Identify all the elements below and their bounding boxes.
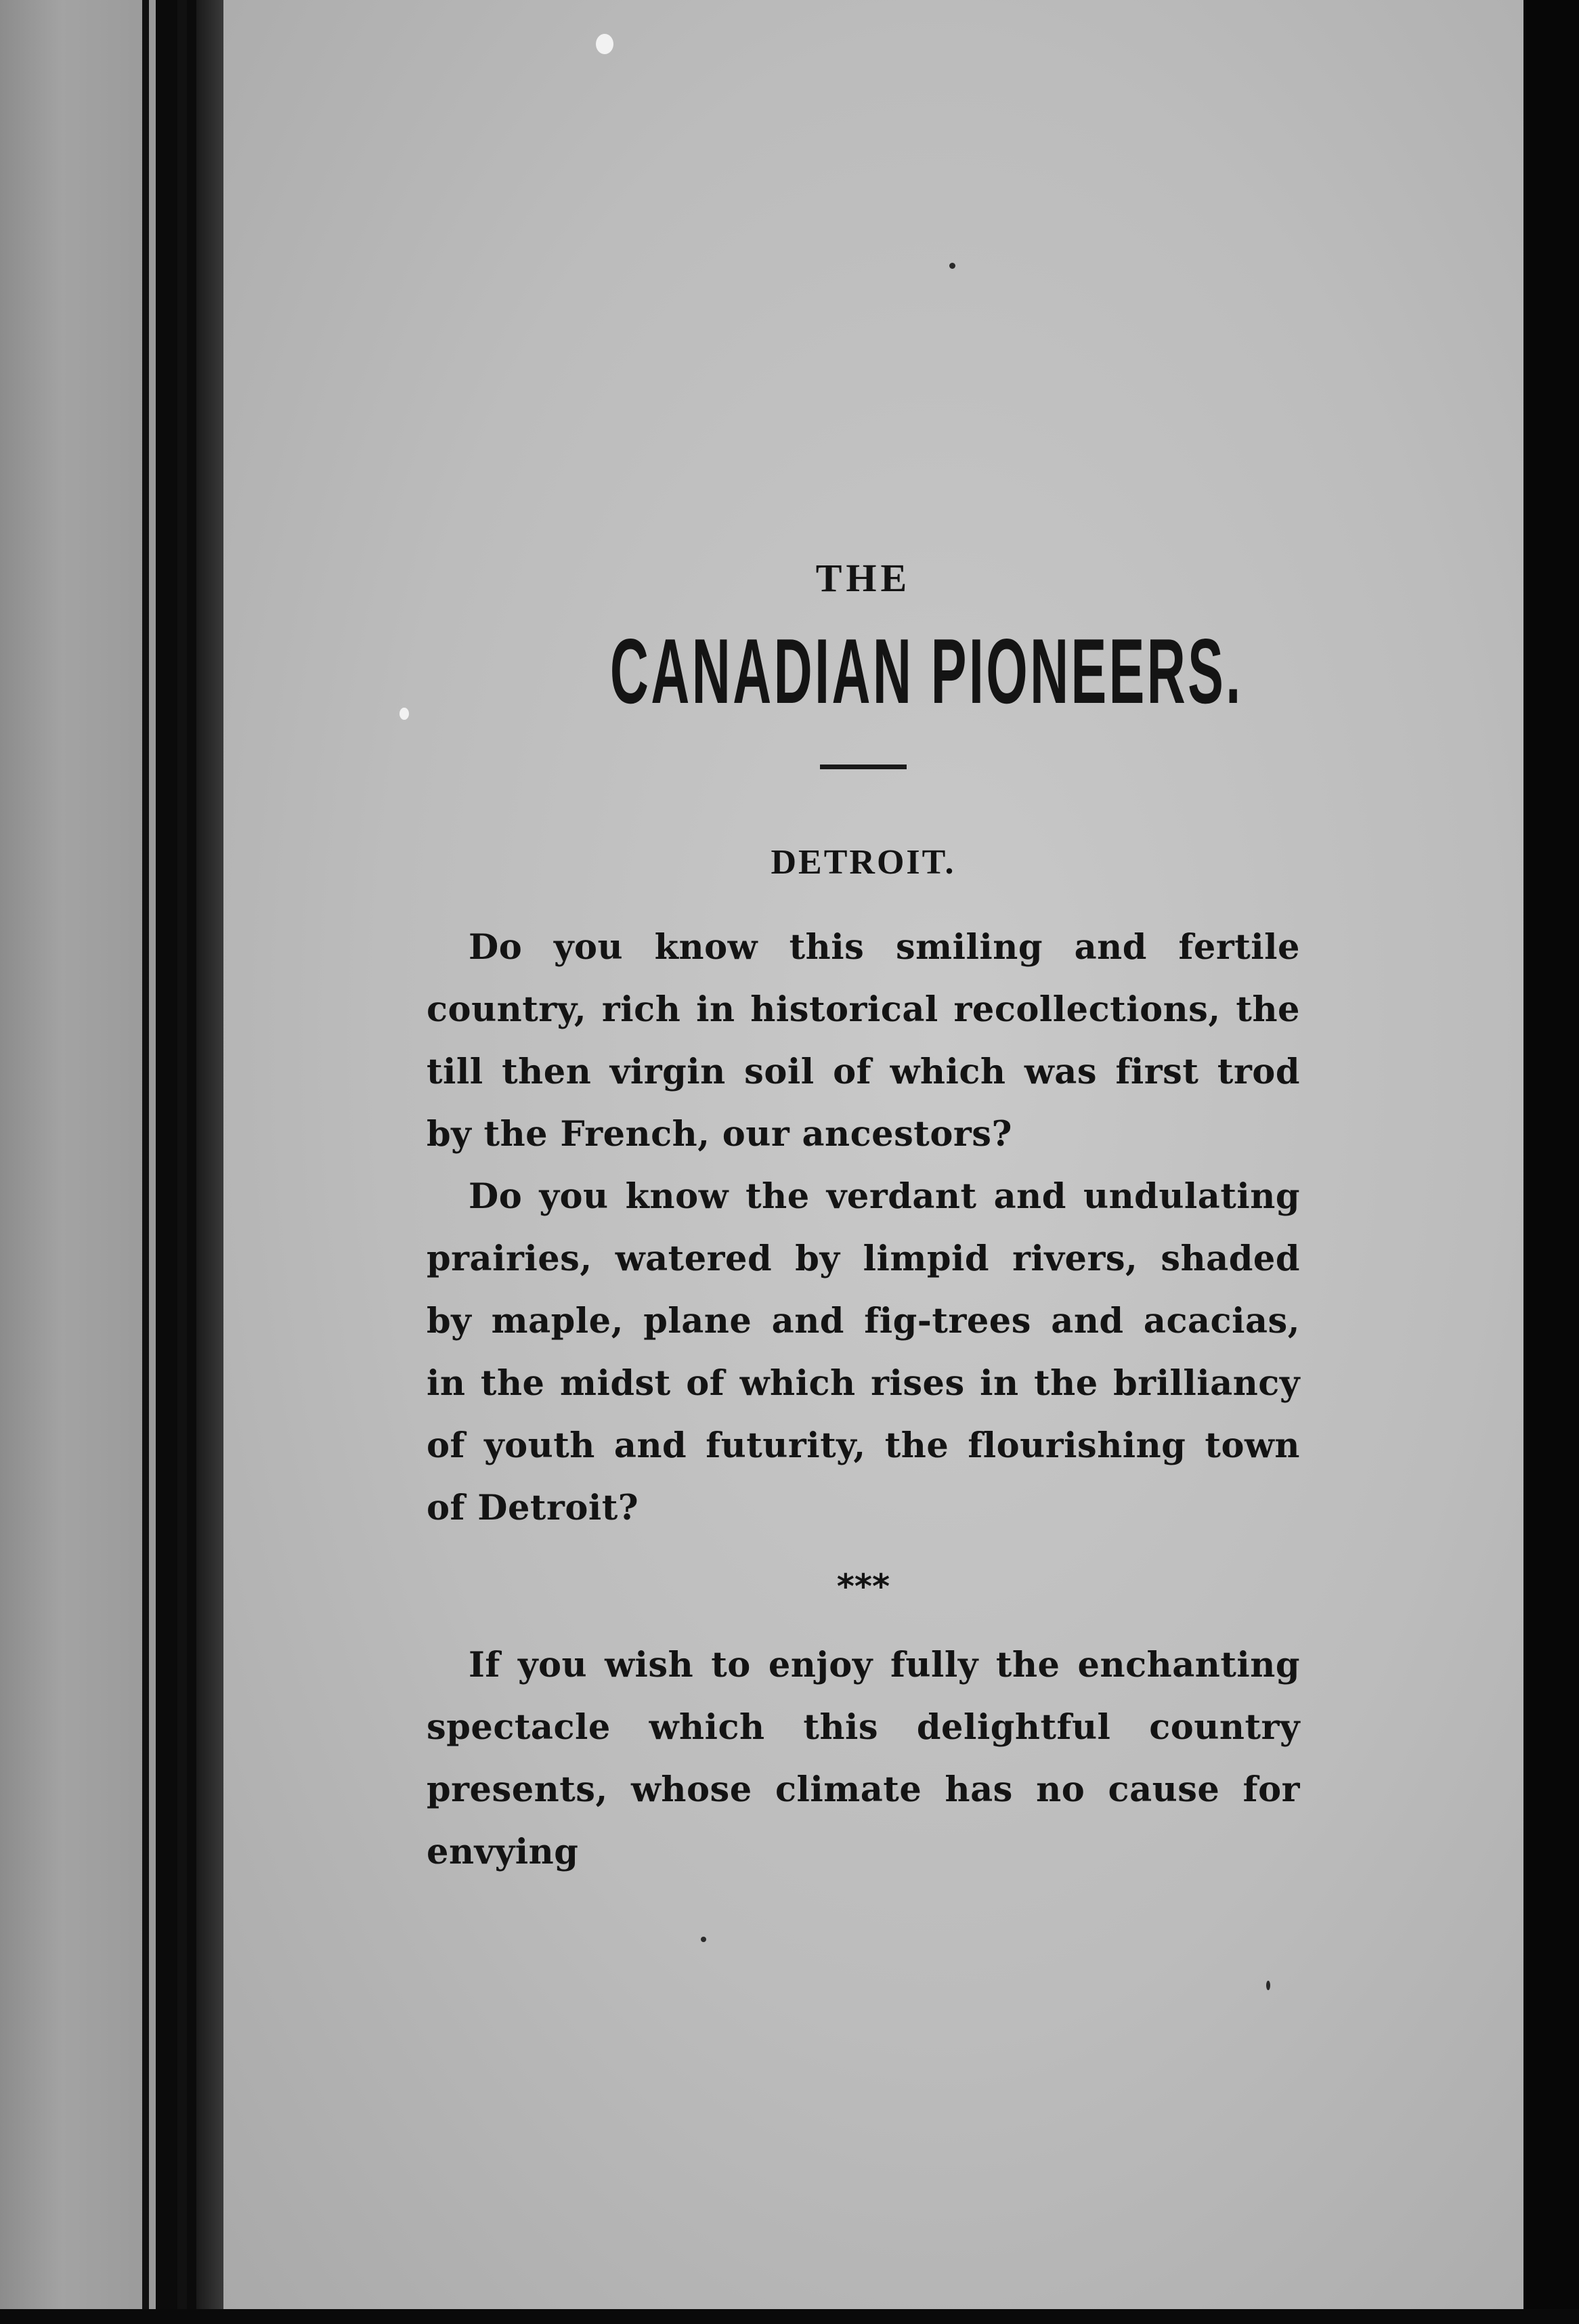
title-prefix: THE [815, 556, 911, 600]
page-right-border [1523, 0, 1579, 2324]
spine-shadow [177, 0, 187, 2324]
scan-speck [399, 708, 409, 720]
title-rule [820, 765, 907, 769]
paragraph: Do you know this smiling and fertile country, rich in historical recollections, the till then virgin soil of which was first trod by the French, our ancestors? [427, 926, 1300, 1155]
scan-speck [701, 1937, 706, 1942]
scan-speck [949, 263, 955, 269]
page-text-block [427, 555, 1300, 1883]
spine-shadow [142, 0, 149, 2324]
paragraph: Do you know the verdant and undulating prairies, watered by limpid rivers, shaded by maple, plane and fig-trees and acacias, in the midst of which rises in the brilliancy of youth and futurity, the flourishing town of Detroit? [427, 1176, 1300, 1528]
scan-speck [1266, 1981, 1270, 1990]
section-separator [427, 1566, 1300, 1607]
page-bottom-border [0, 2309, 1579, 2324]
paragraph: If you wish to enjoy fully the enchanting spectacle which this delightful country presents, whose climate has no cause for envying [427, 1644, 1300, 1872]
facing-page-edge [0, 0, 156, 2324]
scan-speck [596, 34, 613, 54]
asterism: *** [836, 1566, 890, 1606]
book-title: CANADIAN PIONEERS. [609, 620, 1243, 723]
section-heading: DETROIT. [771, 842, 956, 882]
page-gutter [196, 0, 223, 2324]
